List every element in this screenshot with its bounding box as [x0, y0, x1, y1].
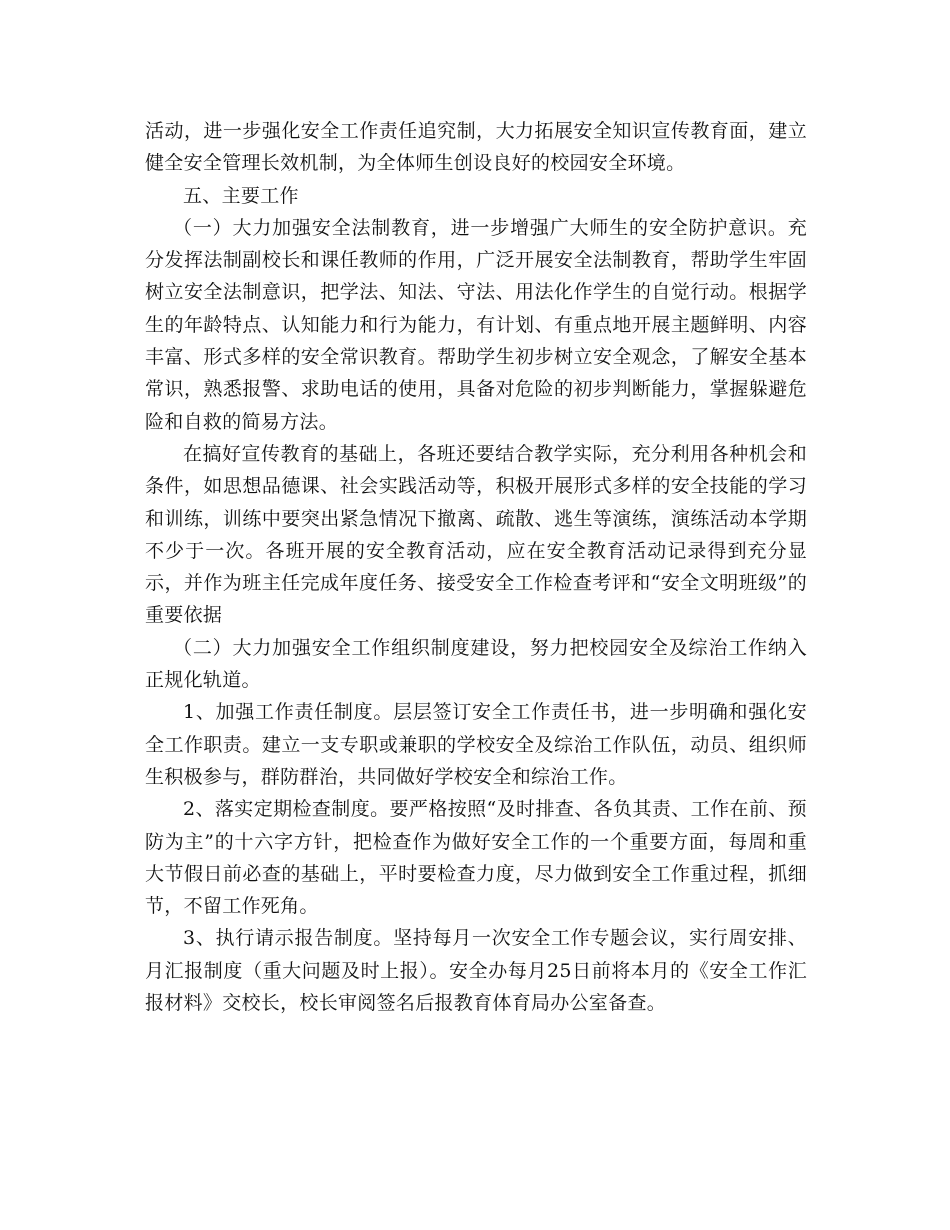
section-heading: 五、主要工作: [183, 184, 299, 207]
paragraph-item-3: 3、执行请示报告制度。坚持每月一次安全工作专题会议，实行周安排、月汇报制度（重大问题及时上报）。安全办每月25日前将本月的《安全工作汇报材料》交校长，校长审阅签名后报教育体育局办公室备查。: [145, 927, 807, 1015]
document-body: [145, 115, 807, 1019]
paragraph-subsection-1: （一）大力加强安全法制教育，进一步增强广大师生的安全防护意识。充分发挥法制副校长和课任教师的作用，广泛开展安全法制教育，帮助学生牢固树立安全法制意识，把学法、知法、守法、用法化作学生的自觉行动。根据学生的年龄特点、认知能力和行为能力，有计划、有重点地开展主题鲜明、内容丰富、形式多样的安全常识教育。帮助学生初步树立安全观念，了解安全基本常识，熟悉报警、求助电话的使用，具备对危险的初步判断能力，掌握躲避危险和自救的简易方法。: [145, 216, 807, 433]
paragraph-subsection-2: （二）大力加强安全工作组织制度建设，努力把校园安全及综治工作纳入正规化轨道。: [145, 636, 807, 692]
paragraph-continuation: 活动，进一步强化安全工作责任追究制，大力拓展安全知识宣传教育面，建立健全安全管理长效机制，为全体师生创设良好的校园安全环境。: [145, 120, 807, 175]
paragraph-body: 在搞好宣传教育的基础上，各班还要结合教学实际，充分利用各种机会和条件，如思想品德课、社会实践活动等，积极开展形式多样的安全技能的学习和训练，训练中要突出紧急情况下撤离、疏散、逃生等演练，演练活动本学期不少于一次。各班开展的安全教育活动，应在安全教育活动记录得到充分显示，并作为班主任完成年度任务、接受安全工作检查考评和“安全文明班级”的重要依据: [145, 442, 807, 627]
paragraph-item-2: 2、落实定期检查制度。要严格按照“及时排查、各负其责、工作在前、预防为主”的十六字方针，把检查作为做好安全工作的一个重要方面，每周和重大节假日前必查的基础上，平时要检查力度，尽力做到安全工作重过程，抓细节，不留工作死角。: [145, 798, 807, 918]
paragraph-item-1: 1、加强工作责任制度。层层签订安全工作责任书，进一步明确和强化安全工作职责。建立一支专职或兼职的学校安全及综治工作队伍，动员、组织师生积极参与，群防群治，共同做好学校安全和综治工作。: [145, 701, 807, 788]
